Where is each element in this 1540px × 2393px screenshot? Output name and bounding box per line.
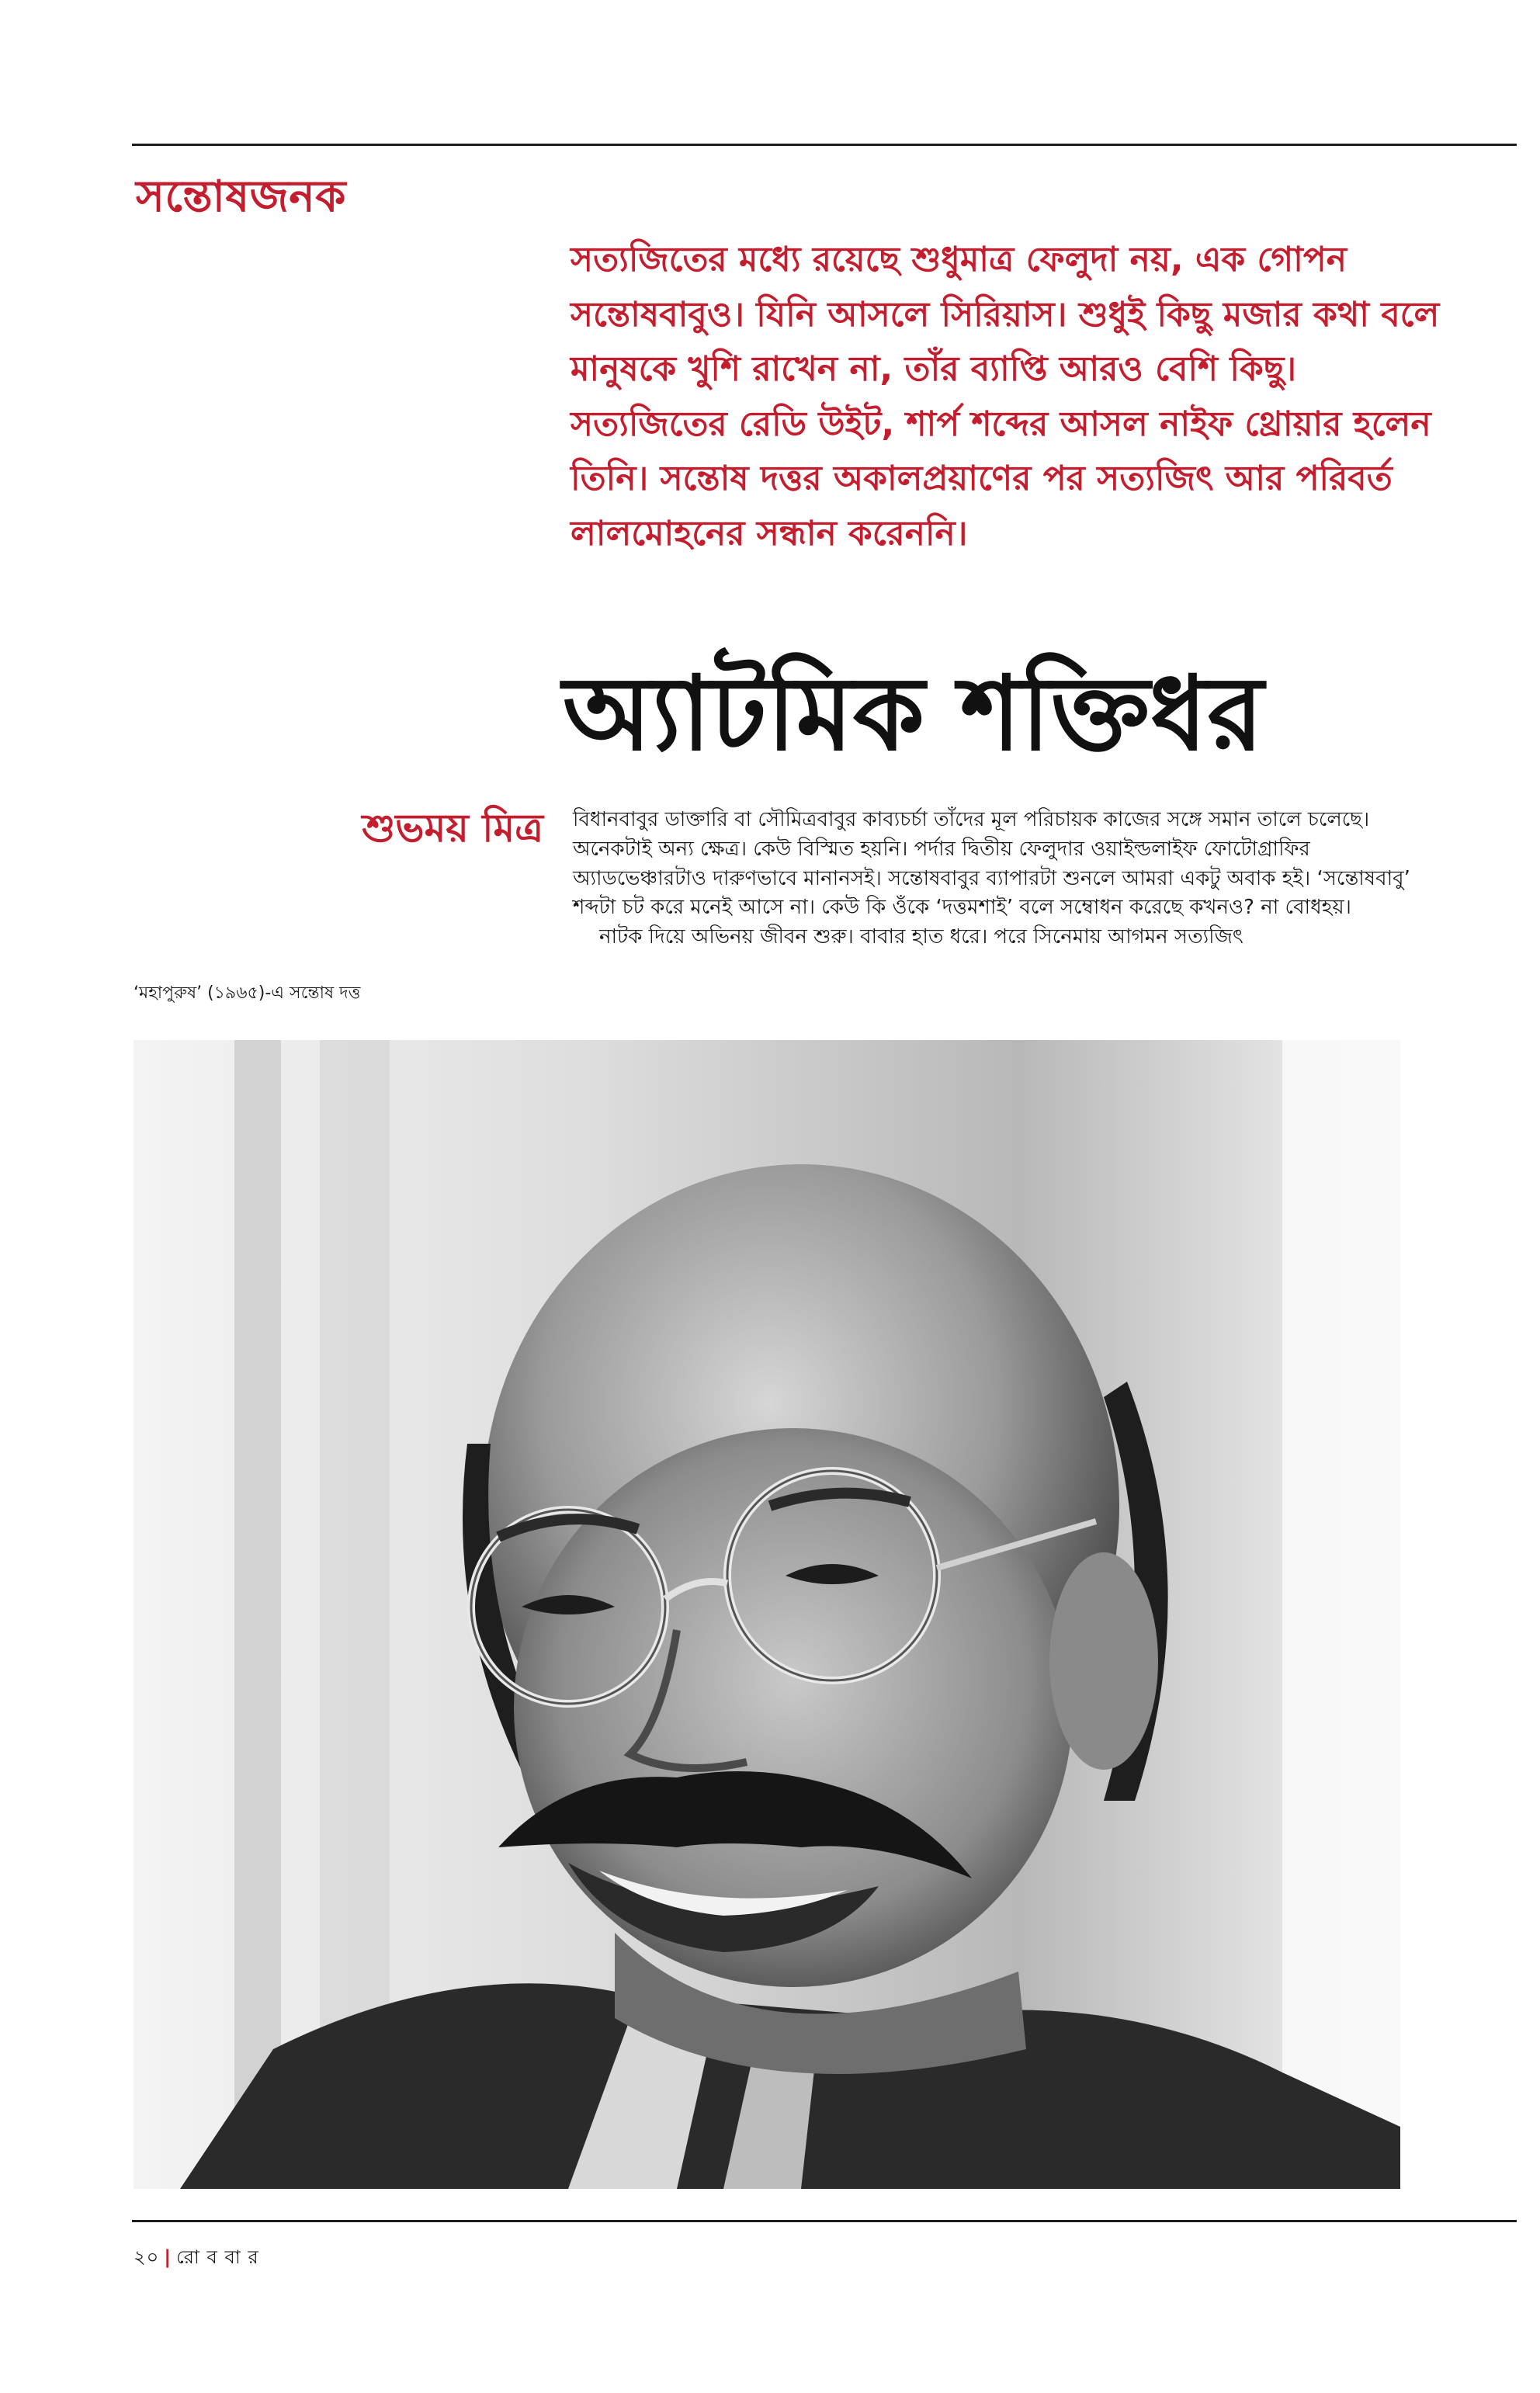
bottom-rule [132, 2220, 1517, 2222]
article-headline: অ্যাটমিক শক্তিধর [563, 654, 1264, 774]
portrait-illustration [134, 1040, 1400, 2189]
body-paragraph: বিধানবাবুর ডাক্তারি বা সৌমিত্রবাবুর কাব্যচর্চা তাঁদের মূল পরিচায়ক কাজের সঙ্গে সমান তালে চলেছে। অনেকটাই অন্য ক্ষেত্র। কেউ বিস্মিত হয়নি। পর্দার দ্বিতীয় ফেলুদার ওয়াইল্ডলাইফ ফোটোগ্রাফির অ্যাডভেঞ্চারটাও দারুণভাবে মানানসই। সন্তোষবাবুর ব্যাপারটা শুনলে আমরা একটু অবাক হই। ‘সন্তোষবাবু’ শব্দটা চট করে মনেই আসে না। কেউ কি ওঁকে ‘দত্তমশাই’ বলে সম্বোধন করেছে কখনও? না বোধহয়। [573, 808, 1410, 920]
section-label: সন্তোষজনক [136, 172, 346, 222]
portrait-photo [134, 1040, 1400, 2189]
top-rule [132, 144, 1517, 146]
page-number: ২০ [134, 2246, 160, 2268]
publication-name: রো ব বা র [175, 2246, 259, 2268]
article-body [573, 806, 1444, 952]
intro-standfirst: সত্যজিতের মধ্যে রয়েছে শুধুমাত্র ফেলুদা নয়, এক গোপন সন্তোষবাবুও। যিনি আসলে সিরিয়াস। শুধুই কিছু মজার কথা বলে মানুষকে খুশি রাখেন না, তাঁর ব্যাপ্তি আরও বেশি কিছু। সত্যজিতের রেডি উইট, শার্প শব্দের আসল নাইফ থ্রোয়ার হলেন তিনি। সন্তোষ দত্তর অকালপ্রয়াণের পর সত্যজিৎ আর পরিবর্ত লালমোহনের সন্ধান করেননি। [571, 240, 1440, 553]
page-footer [134, 2243, 259, 2274]
body-paragraph: নাটক দিয়ে অভিনয় জীবন শুরু। বাবার হাত ধরে। পরে সিনেমায় আগমন সত্যজিৎ [599, 925, 1243, 949]
author-byline: শুভময় মিত্র [362, 806, 543, 851]
photo-caption: ‘মহাপুরুষ’ (১৯৬৫)-এ সন্তোষ দত্ত [134, 983, 361, 1003]
footer-separator: | [164, 2246, 172, 2268]
